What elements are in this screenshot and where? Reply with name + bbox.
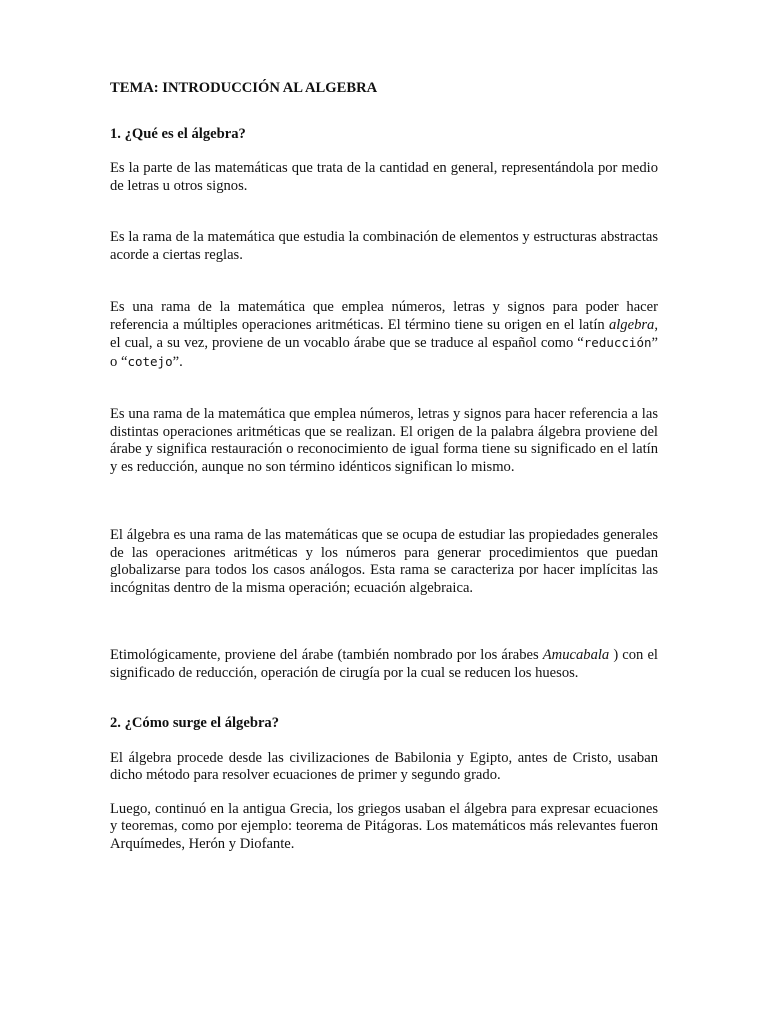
paragraph-3-text-d: ”.: [172, 353, 183, 370]
section-1-paragraph-1: Es la parte de las matemáticas que trata de la cantidad en general, representándola por medio de letras u otros signos.: [110, 160, 658, 194]
section-2-paragraph-2: Luego, continuó en la antigua Grecia, los griegos usaban el álgebra para expresar ecuaciones y teoremas, como por ejemplo: teorema de Pitágoras. Los matemáticos más relevantes fueron Arquímedes, Herón y Diofante.: [110, 800, 658, 852]
section-1-paragraph-3: [110, 299, 658, 371]
section-1-paragraph-2: Es la rama de la matemática que estudia la combinación de elementos y estructuras abstractas acorde a ciertas reglas.: [110, 229, 658, 263]
term-reduccion: reducción: [583, 335, 652, 350]
arabic-term-amucabala: Amucabala: [542, 647, 610, 663]
paragraph-3-text-a: Es una rama de la matemática que emplea números, letras y signos para poder hacer referencia a múltiples operaciones aritméticas. El término tiene su origen en el latín: [110, 299, 658, 333]
section-1-heading: 1. ¿Qué es el álgebra?: [110, 125, 246, 142]
paragraph-6-text-a: Etimológicamente, proviene del árabe (también nombrado por los árabes: [110, 647, 543, 663]
section-2-heading: 2. ¿Cómo surge el álgebra?: [110, 715, 280, 731]
latin-term-algebra: algebra: [608, 316, 655, 333]
section-1-paragraph-5: El álgebra es una rama de las matemáticas que se ocupa de estudiar las propiedades generales de las operaciones aritméticas y los números para generar procedimientos que puedan globalizarse para todos los casos análogos. Esta rama se caracteriza por hacer implícitas las incógnitas dentro de la misma operación; ecuación algebraica.: [110, 527, 658, 596]
section-2-paragraph-1: El álgebra procede desde las civilizaciones de Babilonia y Egipto, antes de Cristo, usaban dicho método para resolver ecuaciones de primer y segundo grado.: [110, 749, 658, 783]
section-1-paragraph-4: Es una rama de la matemática que emplea números, letras y signos para hacer referencia a las distintas operaciones aritméticas que se realizan. El origen de la palabra álgebra proviene del árabe y significa restauración o reconocimiento de igual forma tiene su significado en el latín y es reducción, aunque no son término idénticos significan lo mismo.: [110, 406, 658, 475]
term-cotejo: cotejo: [127, 353, 173, 369]
document-title: TEMA: INTRODUCCIÓN AL ALGEBRA: [110, 80, 378, 96]
document-body: [110, 80, 658, 853]
paragraph-3-text-b: , el cual, a su vez, proviene de un vocablo árabe que se traduce al español como “: [110, 316, 658, 351]
paragraph-3-text-c: ” o “: [110, 335, 658, 370]
paragraph-6-text-b: ) con el significado de reducción, operación de cirugía por la cual se reducen los huesos.: [110, 647, 658, 681]
section-1-paragraph-6: [110, 647, 658, 682]
